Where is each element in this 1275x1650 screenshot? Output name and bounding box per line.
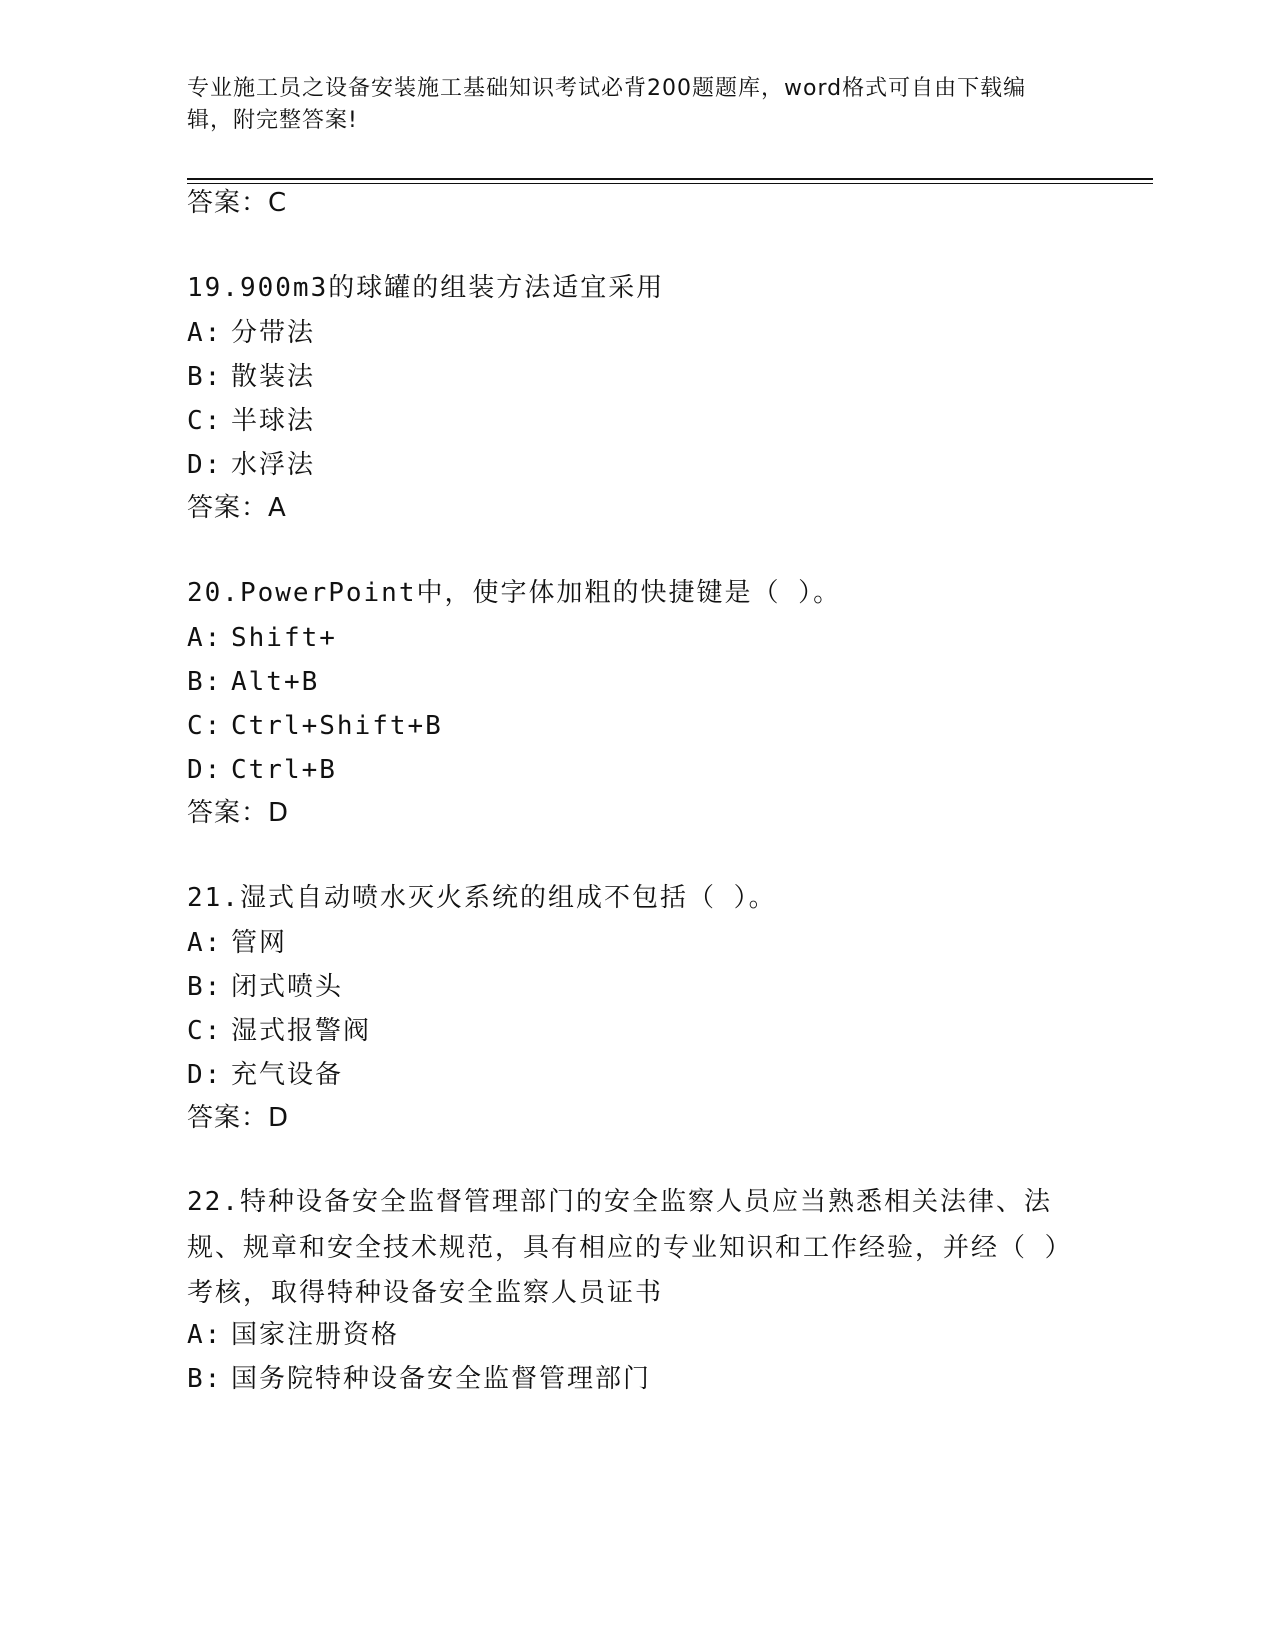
question-20-option-d <box>187 754 337 786</box>
question-21-option-a <box>187 927 287 959</box>
question-19-option-c <box>187 405 315 437</box>
option-text: Ctrl+B <box>231 755 337 785</box>
question-20-answer: 答案：D <box>187 798 290 828</box>
option-text: 国家注册资格 <box>231 1320 400 1350</box>
question-22-stem: 22.特种设备安全监督管理部门的安全监察人员应当熟悉相关法律、法规、规章和安全技术规范，具有相应的专业知识和工作经验，并经（ ）考核，取得特种设备安全监察人员证书 <box>187 1187 1060 1308</box>
option-letter: B: <box>187 1364 223 1394</box>
option-letter: A: <box>187 1320 223 1350</box>
option-letter: A: <box>187 928 223 958</box>
option-text: 国务院特种设备安全监督管理部门 <box>231 1364 652 1394</box>
option-text: 散装法 <box>231 362 316 392</box>
option-letter: D: <box>187 1060 223 1090</box>
question-21-stem: 21.湿式自动喷水灭火系统的组成不包括（ ）。 <box>187 883 777 913</box>
header-divider-thin <box>187 183 1153 184</box>
question-19-answer: 答案：A <box>187 493 287 523</box>
question-20-stem: 20.PowerPoint中，使字体加粗的快捷键是（ ）。 <box>187 578 842 608</box>
document-header: 专业施工员之设备安装施工基础知识考试必背200题题库，word格式可自由下载编辑，附完整答案! <box>187 76 1027 133</box>
question-22-option-a <box>187 1319 399 1351</box>
option-letter: B: <box>187 667 223 697</box>
option-letter: A: <box>187 623 223 653</box>
option-letter: A: <box>187 318 223 348</box>
header-divider-thick <box>187 178 1153 180</box>
question-19-option-b <box>187 361 315 393</box>
question-20-option-c <box>187 710 443 742</box>
previous-answer: 答案：C <box>187 188 288 218</box>
option-letter: C: <box>187 1016 223 1046</box>
option-text: Ctrl+Shift+B <box>231 711 443 741</box>
option-text: 分带法 <box>231 318 316 348</box>
option-letter: D: <box>187 450 223 480</box>
option-text: Shift+ <box>231 623 337 653</box>
option-letter: B: <box>187 972 223 1002</box>
question-19-option-a <box>187 317 315 349</box>
question-20-option-b <box>187 666 319 698</box>
option-text: 湿式报警阀 <box>231 1016 372 1046</box>
question-21-option-b <box>187 971 343 1003</box>
option-letter: B: <box>187 362 223 392</box>
question-21-option-d <box>187 1059 343 1091</box>
option-text: Alt+B <box>231 667 320 697</box>
question-22-option-b <box>187 1363 651 1395</box>
option-text: 充气设备 <box>231 1060 344 1090</box>
question-19-option-d <box>187 449 315 481</box>
option-letter: C: <box>187 711 223 741</box>
option-text: 闭式喷头 <box>231 972 344 1002</box>
option-letter: D: <box>187 755 223 785</box>
option-text: 半球法 <box>231 406 316 436</box>
option-text: 管网 <box>231 928 288 958</box>
question-21-answer: 答案：D <box>187 1103 290 1133</box>
question-19-stem: 19.900m3的球罐的组装方法适宜采用 <box>187 273 665 303</box>
option-letter: C: <box>187 406 223 436</box>
option-text: 水浮法 <box>231 450 316 480</box>
question-20-option-a <box>187 622 337 654</box>
question-21-option-c <box>187 1015 371 1047</box>
